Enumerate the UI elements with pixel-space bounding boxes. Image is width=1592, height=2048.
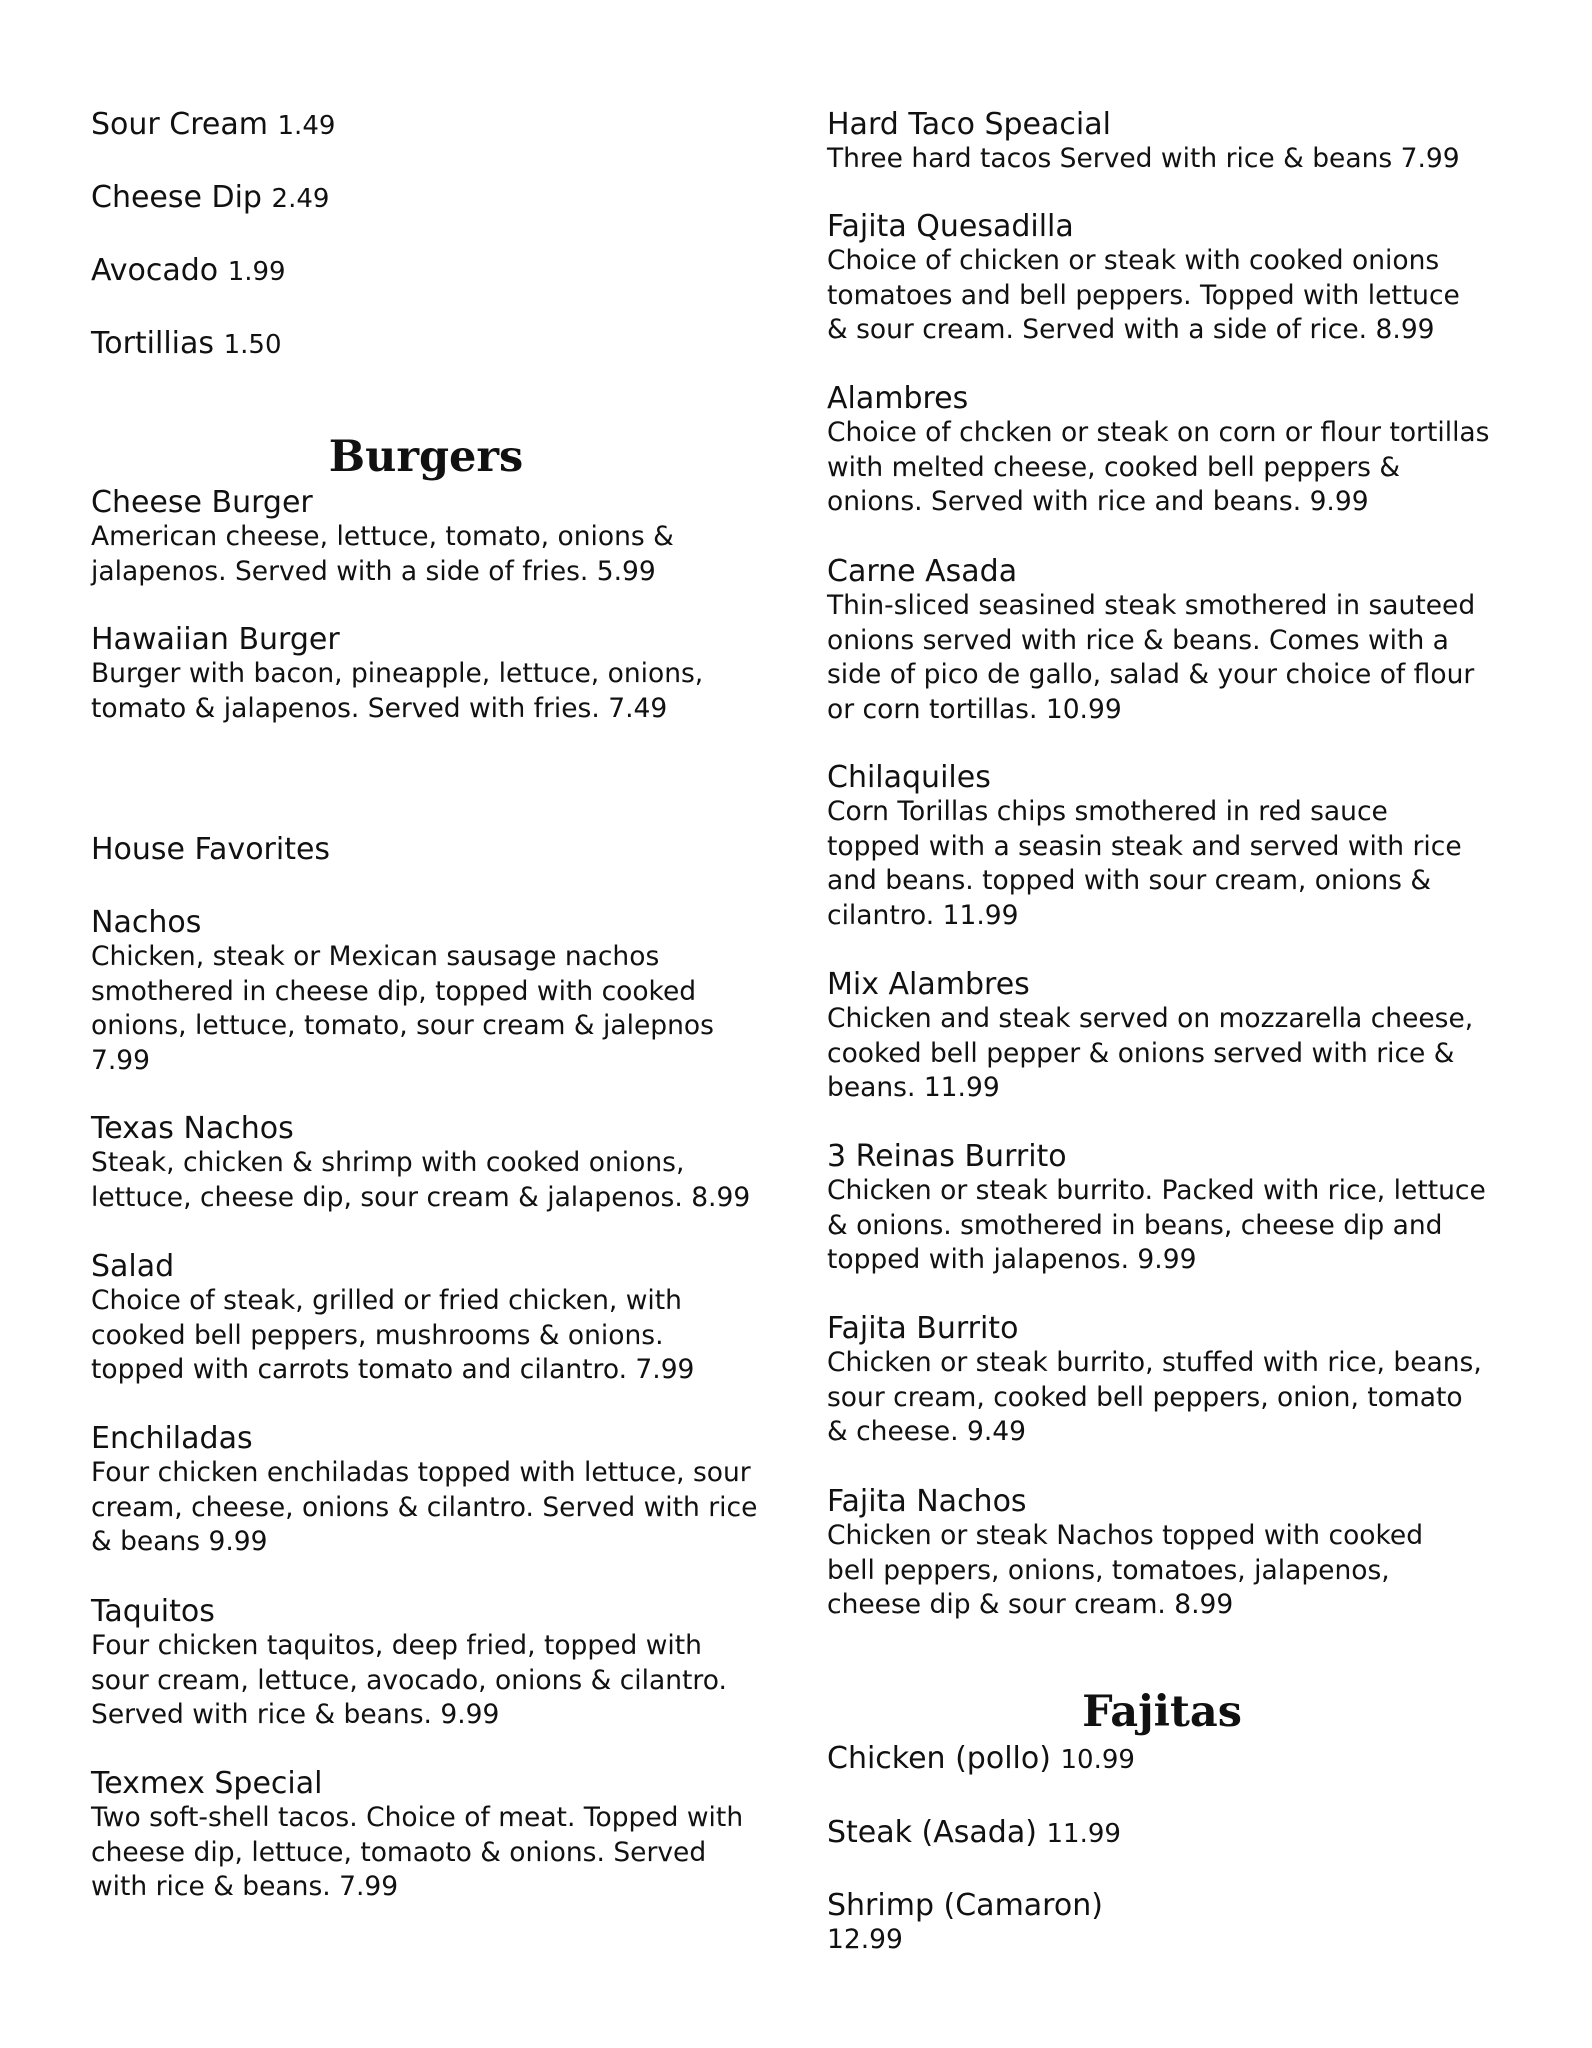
item-name: Alambres xyxy=(827,381,969,416)
menu-item-hawaiian-burger xyxy=(91,623,781,726)
menu-item-chilaquiles xyxy=(827,761,1527,933)
fajita-item-shrimp xyxy=(827,1889,1527,1958)
item-name: Cheese Burger xyxy=(91,485,313,520)
item-name: Chilaquiles xyxy=(827,760,991,795)
menu-item-nachos xyxy=(91,906,781,1078)
menu-item-fajita-quesadilla xyxy=(827,210,1527,348)
item-description: Chicken or steak Nachos topped with cooked bell peppers, onions, tomatoes, jalapenos, cheese dip & sour cream. 8.99 xyxy=(827,1520,1424,1620)
item-name: Fajita Burrito xyxy=(827,1311,1019,1346)
burgers-section-heading: Burgers xyxy=(328,432,524,482)
item-price: 12.99 xyxy=(827,1924,903,1955)
item-description: Four chicken taquitos, deep fried, topped with sour cream, lettuce, avocado, onions & cilantro. Served with rice & beans. 9.99 xyxy=(91,1630,727,1730)
item-description: Steak, chicken & shrimp with cooked onions, lettuce, cheese dip, sour cream & jalapenos. 8.99 xyxy=(91,1147,751,1213)
item-name: Salad xyxy=(91,1249,175,1284)
menu-item-hard-taco-special xyxy=(827,108,1527,177)
item-description: Thin-sliced seasined steak smothered in sauteed onions served with rice & beans. Comes with a side of pico de gallo, salad & your choice of flour or corn tortillas. 10.99 xyxy=(827,590,1476,725)
menu-item-texas-nachos xyxy=(91,1112,781,1215)
item-name: Hawaiian Burger xyxy=(91,622,340,657)
item-price: 1.49 xyxy=(277,111,336,141)
item-name: Fajita Quesadilla xyxy=(827,209,1074,244)
item-name: Enchiladas xyxy=(91,1421,253,1456)
item-name: Taquitos xyxy=(91,1594,215,1629)
item-description: Chicken and steak served on mozzarella cheese, cooked bell pepper & onions served with rice & beans. 11.99 xyxy=(827,1003,1474,1103)
item-name: Steak (Asada) xyxy=(827,1815,1037,1850)
item-description: American cheese, lettuce, tomato, onions & jalapenos. Served with a side of fries. 5.99 xyxy=(91,521,674,587)
fajitas-section-heading: Fajitas xyxy=(1082,1687,1242,1737)
item-price: 11.99 xyxy=(1046,1819,1121,1849)
menu-item-cheese-burger xyxy=(91,486,781,589)
item-name: Avocado xyxy=(91,253,219,288)
menu-item-3-reinas-burrito xyxy=(827,1140,1527,1278)
menu-item-alambres xyxy=(827,382,1527,520)
item-name: Cheese Dip xyxy=(91,180,262,215)
item-name: Carne Asada xyxy=(827,554,1018,589)
item-description: Choice of chcken or steak on corn or flour tortillas with melted cheese, cooked bell peppers & onions. Served with rice and beans. 9.99 xyxy=(827,417,1490,517)
item-description: Corn Torillas chips smothered in red sauce topped with a seasin steak and served with rice and beans. topped with sour cream, onions & cilantro. 11.99 xyxy=(827,796,1462,931)
menu-item-mix-alambres xyxy=(827,968,1527,1106)
item-name: Sour Cream xyxy=(91,107,268,142)
item-name: Texas Nachos xyxy=(91,1111,294,1146)
item-name: Fajita Nachos xyxy=(827,1484,1027,1519)
fajita-item-chicken xyxy=(827,1742,1527,1777)
item-description: Chicken or steak burrito. Packed with rice, lettuce & onions. smothered in beans, cheese dip and topped with jalapenos. 9.99 xyxy=(827,1175,1486,1275)
item-name: 3 Reinas Burrito xyxy=(827,1139,1067,1174)
item-description: Choice of chicken or steak with cooked onions tomatoes and bell peppers. Topped with lettuce & sour cream. Served with a side of rice. 8.99 xyxy=(827,245,1460,345)
side-item-tortillias xyxy=(91,327,781,362)
menu-item-fajita-burrito xyxy=(827,1312,1527,1450)
side-item-cheese-dip xyxy=(91,181,781,216)
menu-item-texmex-special xyxy=(91,1767,781,1905)
item-description: Two soft-shell tacos. Choice of meat. Topped with cheese dip, lettuce, tomaoto & onions. Served with rice & beans. 7.99 xyxy=(91,1802,744,1902)
item-price: 2.49 xyxy=(271,184,330,214)
menu-item-taquitos xyxy=(91,1595,781,1733)
side-item-avocado xyxy=(91,254,781,289)
item-name: Tortillias xyxy=(91,326,215,361)
item-description: Chicken or steak burrito, stuffed with rice, beans, sour cream, cooked bell peppers, onion, tomato & cheese. 9.49 xyxy=(827,1347,1482,1447)
item-description: Burger with bacon, pineapple, lettuce, onions, tomato & jalapenos. Served with fries. 7.49 xyxy=(91,658,704,724)
item-price: 1.99 xyxy=(227,257,286,287)
item-price: 10.99 xyxy=(1060,1745,1135,1775)
item-name: Mix Alambres xyxy=(827,967,1030,1002)
menu-item-enchiladas xyxy=(91,1422,781,1560)
item-name: Nachos xyxy=(91,905,202,940)
item-name: Shrimp (Camaron) xyxy=(827,1888,1103,1923)
item-description: Four chicken enchiladas topped with lettuce, sour cream, cheese, onions & cilantro. Served with rice & beans 9.99 xyxy=(91,1457,758,1557)
side-item-sour-cream xyxy=(91,108,781,143)
item-price: 1.50 xyxy=(223,330,282,360)
item-description: Three hard tacos Served with rice & beans 7.99 xyxy=(827,143,1460,174)
menu-item-fajita-nachos xyxy=(827,1485,1527,1623)
item-description: Chicken, steak or Mexican sausage nachos smothered in cheese dip, topped with cooked onions, lettuce, tomato, sour cream & jalepnos 7.99 xyxy=(91,941,714,1076)
item-name: Chicken (pollo) xyxy=(827,1741,1051,1776)
item-name: Hard Taco Speacial xyxy=(827,107,1111,142)
item-name: Texmex Special xyxy=(91,1766,323,1801)
house-favorites-heading: House Favorites xyxy=(91,832,331,867)
fajita-item-steak xyxy=(827,1816,1527,1851)
menu-item-carne-asada xyxy=(827,555,1527,727)
menu-item-salad xyxy=(91,1250,781,1388)
item-description: Choice of steak, grilled or fried chicken, with cooked bell peppers, mushrooms & onions. topped with carrots tomato and cilantro. 7.99 xyxy=(91,1285,695,1385)
